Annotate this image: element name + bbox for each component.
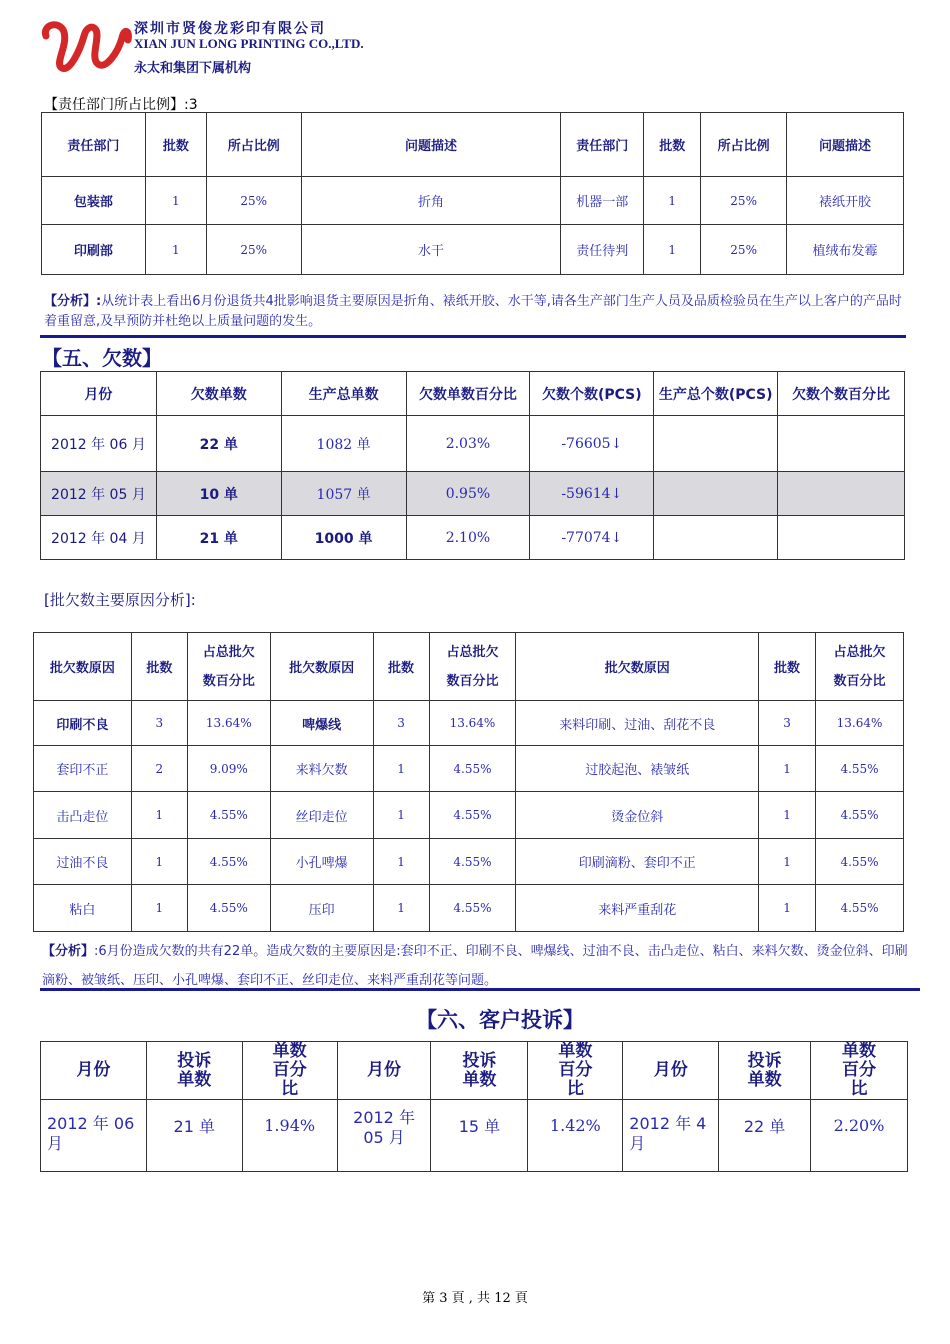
table-cell: 4.55%	[187, 885, 270, 932]
table-cell	[654, 472, 778, 516]
header-cell: 批数	[373, 633, 429, 701]
table-cell: 4.55%	[187, 839, 270, 885]
table-cell: 25%	[701, 225, 787, 275]
table-row	[41, 516, 905, 560]
header-cell: 批数	[759, 633, 816, 701]
table-cell: 1	[373, 839, 429, 885]
table-cell: 1	[759, 746, 816, 792]
table-cell: 1082 单	[281, 416, 406, 472]
table-cell	[654, 516, 778, 560]
table-cell: 1.94%	[242, 1100, 337, 1172]
table-cell: 1	[145, 177, 206, 225]
table-cell: 21 单	[146, 1100, 242, 1172]
reason-label: [批欠数主要原因分析]:	[44, 591, 196, 609]
table-cell: 4.55%	[816, 792, 904, 839]
analysis-text: 从统计表上看出6月份退货共4批影响退货主要原因是折角、裱纸开胶、水干等,请各生产部门生产人员及品质检验员在生产以上客户的产品时着重留意,及早预防并杜绝以上质量问题的发生。	[44, 294, 902, 329]
table-cell: 1	[759, 839, 816, 885]
header-cell: 生产总单数	[281, 372, 406, 416]
table-cell: -77074↓	[530, 516, 654, 560]
header-cell: 欠数个数百分比	[778, 372, 905, 416]
table-row	[41, 1100, 908, 1172]
table-cell: 2012 年 4 月	[623, 1100, 719, 1172]
header-cell: 占总批欠数百分比	[429, 633, 516, 701]
table-cell: 3	[131, 701, 187, 746]
header-cell: 生产总个数(PCS)	[654, 372, 778, 416]
table-cell: 4.55%	[429, 885, 516, 932]
table-cell: 裱纸开胶	[787, 177, 904, 225]
table-cell: 2.10%	[406, 516, 530, 560]
header-cell: 单数百分比	[528, 1042, 623, 1100]
table-cell: 0.95%	[406, 472, 530, 516]
header-cell: 所占比例	[206, 113, 301, 177]
table-cell: 10 单	[156, 472, 281, 516]
header-cell: 月份	[41, 1042, 147, 1100]
header-cell: 月份	[337, 1042, 431, 1100]
table-cell: 过胶起泡、裱皱纸	[516, 746, 759, 792]
table-cell: 啤爆线	[270, 701, 373, 746]
table-cell: 2012 年 05 月	[41, 472, 157, 516]
header-cell: 责任部门	[42, 113, 146, 177]
table-cell: 2.20%	[811, 1100, 908, 1172]
shortage-title: 【五、欠数】	[42, 346, 162, 370]
header-cell: 问题描述	[787, 113, 904, 177]
table-cell: 4.55%	[816, 885, 904, 932]
header-cell: 批欠数原因	[516, 633, 759, 701]
table-cell: 植绒布发霉	[787, 225, 904, 275]
complaint-table	[40, 1041, 908, 1172]
header-cell: 批欠数原因	[34, 633, 132, 701]
table-cell: 2.03%	[406, 416, 530, 472]
company-name-cn: 深圳市贤俊龙彩印有限公司	[134, 21, 326, 37]
complaint-title: 【六、客户投诉】	[416, 1008, 584, 1032]
table-cell: 21 单	[156, 516, 281, 560]
table-cell: 1	[373, 746, 429, 792]
table-cell: 1	[373, 792, 429, 839]
table-cell	[778, 516, 905, 560]
table-cell: 印刷不良	[34, 701, 132, 746]
header-cell: 占总批欠数百分比	[187, 633, 270, 701]
table-cell: 9.09%	[187, 746, 270, 792]
section-divider	[40, 335, 906, 338]
table-cell: 套印不正	[34, 746, 132, 792]
reason-table	[33, 632, 904, 932]
table-cell: 4.55%	[429, 792, 516, 839]
table-cell: 1	[644, 177, 701, 225]
analysis-label: 【分析】	[42, 944, 95, 959]
header-cell: 批数	[131, 633, 187, 701]
table-cell: 印刷滴粉、套印不正	[516, 839, 759, 885]
table-cell: 1.42%	[528, 1100, 623, 1172]
table-cell: 丝印走位	[270, 792, 373, 839]
table-row	[41, 472, 905, 516]
table-row	[34, 792, 904, 839]
table-cell: 2012 年 06 月	[41, 416, 157, 472]
header-cell: 欠数个数(PCS)	[530, 372, 654, 416]
table-cell: 1	[131, 792, 187, 839]
table-cell: 来料欠数	[270, 746, 373, 792]
table-cell: 1	[759, 792, 816, 839]
table-cell: 22 单	[719, 1100, 811, 1172]
table-cell: 13.64%	[429, 701, 516, 746]
table-cell	[778, 416, 905, 472]
table-cell: 15 单	[431, 1100, 528, 1172]
table-row	[34, 885, 904, 932]
table-cell: 2	[131, 746, 187, 792]
table-cell: 2012 年 05 月	[337, 1100, 431, 1172]
table-cell: 粘白	[34, 885, 132, 932]
table-cell: 包装部	[42, 177, 146, 225]
table-row	[34, 701, 904, 746]
table-cell: 4.55%	[429, 746, 516, 792]
analysis-label: 【分析】:	[44, 294, 102, 309]
table-cell: 折角	[301, 177, 561, 225]
table-cell: 4.55%	[816, 746, 904, 792]
header-cell: 责任部门	[561, 113, 644, 177]
table-cell: 4.55%	[187, 792, 270, 839]
company-name-en: XIAN JUN LONG PRINTING CO.,LTD.	[134, 36, 364, 51]
dept-ratio-label: 【责任部门所占比例】:3	[44, 97, 198, 113]
table-cell: 13.64%	[816, 701, 904, 746]
table-cell: 3	[373, 701, 429, 746]
table-cell: 25%	[206, 177, 301, 225]
dept-analysis	[44, 292, 908, 332]
header-cell: 批欠数原因	[270, 633, 373, 701]
table-cell	[654, 416, 778, 472]
table-cell: 1	[644, 225, 701, 275]
table-cell: 来料印刷、过油、刮花不良	[516, 701, 759, 746]
table-cell: 1000 单	[281, 516, 406, 560]
table-cell: 4.55%	[429, 839, 516, 885]
table-cell: 1	[145, 225, 206, 275]
reason-analysis	[42, 937, 908, 995]
table-cell: 1	[373, 885, 429, 932]
header-cell: 月份	[623, 1042, 719, 1100]
table-cell: 印刷部	[42, 225, 146, 275]
table-cell: 1	[131, 839, 187, 885]
header-cell: 批数	[145, 113, 206, 177]
table-cell: 3	[759, 701, 816, 746]
header-cell: 占总批欠数百分比	[816, 633, 904, 701]
header-cell: 投诉单数	[431, 1042, 528, 1100]
table-cell: 过油不良	[34, 839, 132, 885]
table-cell: 2012 年 04 月	[41, 516, 157, 560]
company-subsidiary: 永太和集团下属机构	[134, 61, 252, 76]
header-cell: 批数	[644, 113, 701, 177]
header-cell: 问题描述	[301, 113, 561, 177]
table-row	[42, 225, 904, 275]
dept-ratio-table	[41, 112, 904, 275]
table-cell: 1	[759, 885, 816, 932]
table-row	[34, 839, 904, 885]
shortage-table	[40, 371, 905, 560]
header-cell: 月份	[41, 372, 157, 416]
header-cell: 欠数单数百分比	[406, 372, 530, 416]
table-cell: 责任待判	[561, 225, 644, 275]
header-cell: 投诉单数	[146, 1042, 242, 1100]
section-divider	[40, 988, 920, 991]
table-cell: 小孔啤爆	[270, 839, 373, 885]
table-cell: 25%	[206, 225, 301, 275]
table-cell: 22 单	[156, 416, 281, 472]
table-cell: 13.64%	[187, 701, 270, 746]
table-cell: -59614↓	[530, 472, 654, 516]
table-cell: 1057 单	[281, 472, 406, 516]
header-cell: 单数百分比	[811, 1042, 908, 1100]
company-logo	[40, 14, 132, 74]
table-cell: 来料严重刮花	[516, 885, 759, 932]
header-cell: 欠数单数	[156, 372, 281, 416]
table-cell: 烫金位斜	[516, 792, 759, 839]
table-cell: 25%	[701, 177, 787, 225]
table-cell: 压印	[270, 885, 373, 932]
analysis-text: :6月份造成欠数的共有22单。造成欠数的主要原因是:套印不正、印刷不良、啤爆线、过油不良、击凸走位、粘白、来料欠数、烫金位斜、印刷滴粉、被皱纸、压印、小孔啤爆、套印不正、丝印走位、来料严重刮花等问题。	[42, 944, 908, 988]
header-cell: 单数百分比	[242, 1042, 337, 1100]
table-cell: 4.55%	[816, 839, 904, 885]
table-row	[41, 416, 905, 472]
page-number: 第 3 頁 , 共 12 頁	[422, 1291, 528, 1306]
header-cell: 所占比例	[701, 113, 787, 177]
table-cell: 2012 年 06 月	[41, 1100, 147, 1172]
table-cell: 机器一部	[561, 177, 644, 225]
table-row	[34, 746, 904, 792]
header-cell: 投诉单数	[719, 1042, 811, 1100]
table-row	[42, 177, 904, 225]
table-cell: -76605↓	[530, 416, 654, 472]
table-cell: 击凸走位	[34, 792, 132, 839]
table-cell: 水干	[301, 225, 561, 275]
table-cell: 1	[131, 885, 187, 932]
table-cell	[778, 472, 905, 516]
